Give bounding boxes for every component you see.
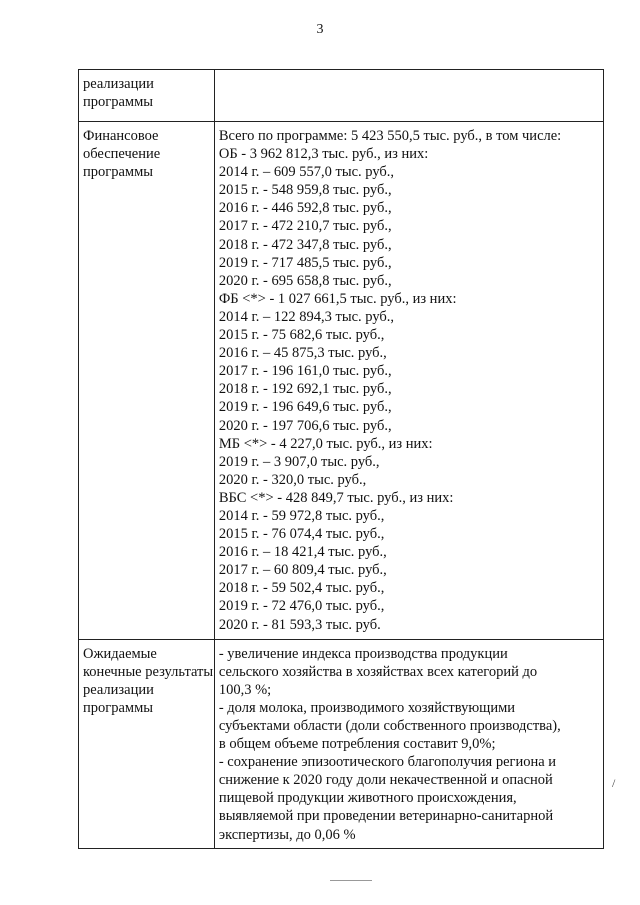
row-label-line: реализации [83, 76, 154, 92]
table-row-expected-results [79, 639, 604, 848]
passport-table [78, 69, 604, 849]
footer-mark-line [330, 880, 372, 881]
financing-ob-line: ОБ - 3 962 812,3 тыс. руб., из них: [218, 146, 429, 163]
financing-year-line: 2015 г. - 548 959,8 тыс. руб., [218, 182, 392, 199]
row-label-cell [79, 122, 215, 640]
financing-year-line: 2014 г. – 609 557,0 тыс. руб., [218, 164, 395, 181]
result-line: снижение к 2020 году доли некачественной и опасной [218, 772, 553, 789]
financing-vbs-line: ВБС <*> - 428 849,7 тыс. руб., из них: [218, 489, 454, 506]
financing-year-line: 2020 г. - 81 593,3 тыс. руб. [218, 616, 381, 633]
row-label-line: обеспечение [83, 146, 161, 163]
row-label-line: программы [83, 699, 153, 716]
financing-year-line: 2015 г. - 75 682,6 тыс. руб., [218, 327, 385, 344]
row-label-line: реализации [83, 681, 154, 698]
financing-year-line: 2018 г. - 59 502,4 тыс. руб., [218, 580, 385, 597]
financing-year-line: 2014 г. - 59 972,8 тыс. руб., [218, 507, 385, 524]
row-label-line: программы [83, 164, 153, 181]
result-line: - доля молока, производимого хозяйствующими [218, 699, 516, 716]
margin-pencil-mark: / [612, 776, 616, 790]
financing-year-line: 2019 г. – 3 907,0 тыс. руб., [218, 453, 380, 470]
financing-year-line: 2016 г. - 446 592,8 тыс. руб., [218, 200, 392, 217]
financing-year-line: 2020 г. - 695 658,8 тыс. руб., [218, 272, 392, 289]
financing-year-line: 2015 г. - 76 074,4 тыс. руб., [218, 526, 385, 543]
result-line: - сохранение эпизоотического благополучия региона и [218, 754, 557, 771]
financing-year-line: 2016 г. – 18 421,4 тыс. руб., [218, 544, 387, 561]
financing-year-line: 2017 г. – 60 809,4 тыс. руб., [218, 562, 387, 579]
result-line: пищевой продукции животного происхождения, [218, 790, 517, 807]
result-line: сельского хозяйства в хозяйствах всех категорий до [218, 663, 538, 680]
row-label-line: Ожидаемые [83, 645, 157, 662]
result-line: экспертизы, до 0,06 % [218, 826, 356, 843]
financing-total-line: Всего по программе: 5 423 550,5 тыс. руб., в том числе: [218, 128, 562, 144]
row-label-line: программы [83, 94, 153, 111]
financing-year-line: 2020 г. - 197 706,6 тыс. руб., [218, 417, 392, 434]
row-label-line: конечные результаты [83, 663, 214, 680]
financing-year-line: 2019 г. - 717 485,5 тыс. руб., [218, 254, 392, 271]
result-line: в общем объеме потребления составит 9,0%; [218, 736, 496, 753]
row-value-cell [214, 70, 603, 122]
row-label-cell [79, 70, 215, 122]
financing-year-line: 2017 г. - 472 210,7 тыс. руб., [218, 218, 392, 235]
table-row-financing [79, 122, 604, 640]
table-row-program-implementation [79, 70, 604, 122]
page-number: 3 [316, 22, 324, 37]
row-value-cell [214, 639, 603, 848]
financing-year-line: 2016 г. – 45 875,3 тыс. руб., [218, 345, 387, 362]
row-label-line: Финансовое [83, 128, 159, 144]
financing-mb-line: МБ <*> - 4 227,0 тыс. руб., из них: [218, 435, 433, 452]
row-value-cell [214, 122, 603, 640]
financing-year-line: 2020 г. - 320,0 тыс. руб., [218, 471, 367, 488]
row-label-cell [79, 639, 215, 848]
result-line: выявляемой при проведении ветеринарно-санитарной [218, 808, 554, 825]
financing-year-line: 2018 г. - 192 692,1 тыс. руб., [218, 381, 392, 398]
financing-year-line: 2014 г. – 122 894,3 тыс. руб., [218, 308, 395, 325]
result-line: 100,3 %; [218, 681, 272, 698]
financing-year-line: 2019 г. - 196 649,6 тыс. руб., [218, 399, 392, 416]
result-line: - увеличение индекса производства продукции [218, 645, 508, 662]
financing-year-line: 2017 г. - 196 161,0 тыс. руб., [218, 363, 392, 380]
result-line: субъектами области (доли собственного производства), [218, 718, 561, 734]
financing-year-line: 2018 г. - 472 347,8 тыс. руб., [218, 236, 392, 253]
financing-year-line: 2019 г. - 72 476,0 тыс. руб., [218, 598, 385, 615]
financing-fb-line: ФБ <*> - 1 027 661,5 тыс. руб., из них: [218, 290, 457, 307]
